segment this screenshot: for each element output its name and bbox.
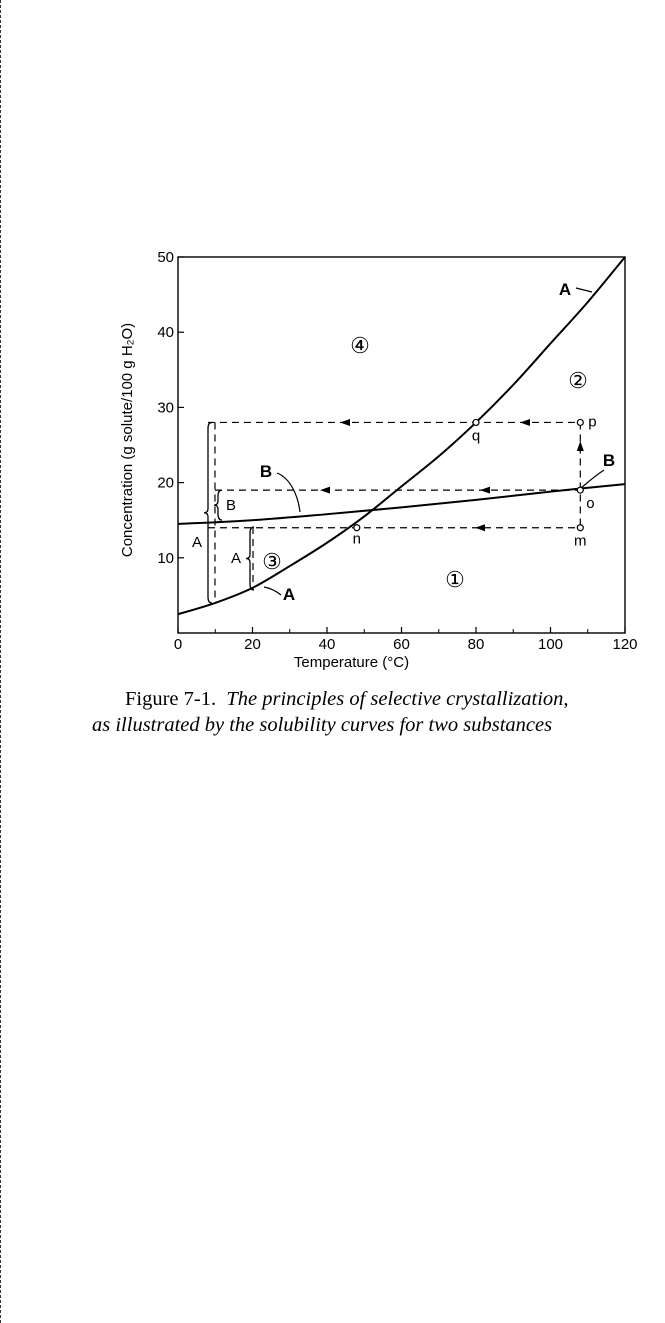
plot-frame [178, 257, 625, 633]
point-m [577, 525, 583, 531]
x-tick-label: 80 [467, 636, 485, 653]
region-label-3: ③ [262, 549, 282, 574]
arrowhead-19-left [320, 487, 330, 494]
caption-figure-number: Figure 7-1. [125, 688, 217, 710]
y-tick-label: 40 [157, 324, 174, 342]
x-tick-label: 60 [393, 636, 410, 653]
region-label-1: ① [445, 567, 465, 592]
y-axis-label: Concentration (g solute/100 g H₂O) [119, 322, 136, 558]
arrowhead-28-left [340, 419, 350, 426]
region-label-4: ④ [350, 333, 370, 358]
point-o [577, 487, 583, 493]
caption-line2: as illustrated by the solubility curves for two substances [92, 714, 553, 736]
curve-label-pointer [576, 288, 592, 292]
brace-large-a [204, 422, 212, 603]
region-label-2: ② [568, 368, 588, 393]
curve-label-pointer [277, 473, 300, 512]
x-tick-label: 20 [244, 636, 261, 653]
curve-label-pointer [581, 470, 604, 488]
x-tick-label: 0 [173, 636, 183, 653]
figure-caption [92, 686, 665, 738]
point-label-q: q [471, 427, 481, 445]
x-tick-label: 40 [318, 636, 336, 653]
x-tick-label: 120 [612, 636, 638, 653]
y-tick-label: 20 [157, 474, 174, 492]
point-p [577, 419, 583, 425]
point-label-o: o [586, 495, 595, 513]
point-q [473, 419, 479, 425]
y-tick-label: 10 [157, 549, 174, 567]
curve-a [178, 257, 625, 614]
caption-line1: The principles of selective crystallization, [226, 688, 569, 710]
x-axis-label: Temperature (°C) [293, 654, 410, 671]
brace-label-3: A [230, 550, 242, 567]
x-tick-label: 100 [537, 636, 564, 653]
arrowhead-14-right [475, 524, 485, 531]
point-label-p: p [588, 413, 597, 431]
curve-label-a-1: A [558, 280, 572, 299]
curve-label-pointer [264, 587, 281, 595]
point-label-m: m [574, 532, 587, 550]
arrowhead-vertical-up [577, 441, 584, 451]
y-tick-label: 30 [157, 399, 174, 417]
point-label-n: n [352, 530, 361, 548]
arrowhead-28-right [520, 419, 530, 426]
y-tick-label: 50 [157, 249, 174, 266]
brace-label-2: B [225, 497, 237, 514]
curve-label-b-4: B [602, 451, 616, 470]
curve-label-b-3: B [259, 462, 273, 481]
arrowhead-19-right [480, 487, 490, 494]
brace-label-1: A [191, 534, 203, 551]
curve-label-a-2: A [282, 585, 296, 604]
